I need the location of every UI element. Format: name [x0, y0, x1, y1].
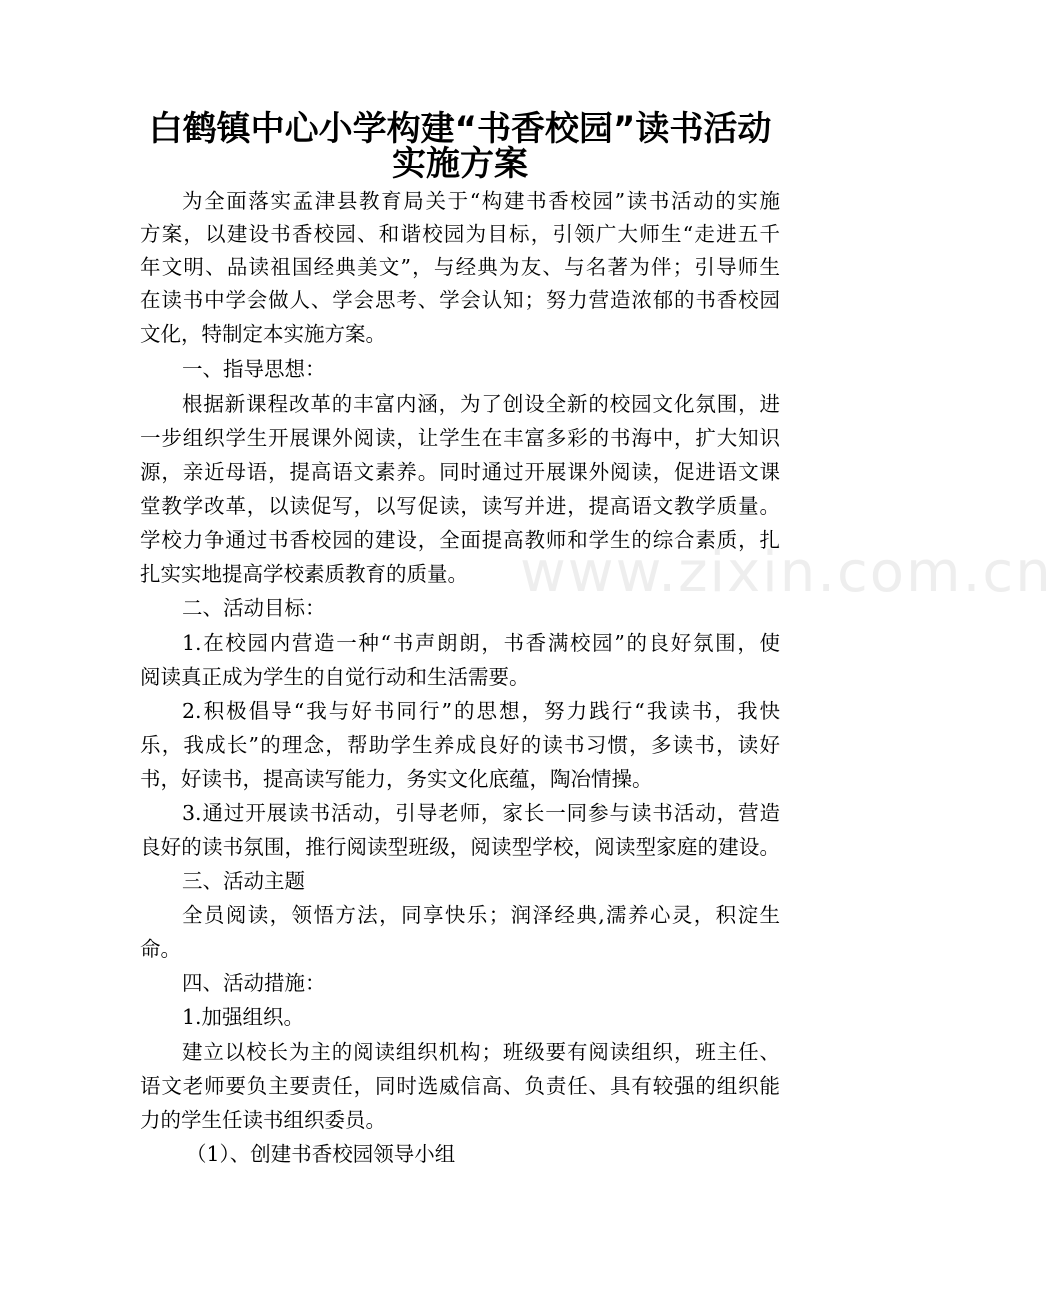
section-heading: 一、指导思想： [182, 357, 326, 381]
paragraph-intro-line: 年文明、品读祖国经典美文”，与经典为友、与名著为伴；引导师生 [140, 255, 780, 279]
paragraph-intro-line: 文化，特制定本实施方案。 [140, 322, 386, 346]
paragraph-line: 3.通过开展读书活动，引导老师，家长一同参与读书活动，营造 [182, 801, 780, 825]
document-title-line-1: 白鹤镇中心小学构建“书香校园”读书活动 [148, 109, 772, 149]
subsection-heading: （1）、创建书香校园领导小组 [186, 1142, 456, 1166]
paragraph-intro-line: 在读书中学会做人、学会思考、学会认知；努力营造浓郁的书香校园 [140, 288, 780, 312]
paragraph-line: 学校力争通过书香校园的建设，全面提高教师和学生的综合素质，扎 [140, 528, 780, 552]
section-heading: 四、活动措施： [182, 971, 326, 995]
document-title-line-2: 实施方案 [392, 144, 528, 184]
paragraph-line: 全员阅读，领悟方法，同享快乐；润泽经典,濡养心灵，积淀生 [182, 903, 780, 927]
watermark: www.zixin.com.cn [520, 540, 1053, 605]
paragraph-line: 语文老师要负主要责任，同时选威信高、负责任、具有较强的组织能 [140, 1074, 780, 1098]
paragraph-line: 源，亲近母语，提高语文素养。同时通过开展课外阅读，促进语文课 [140, 460, 780, 484]
paragraph-line: 1.在校园内营造一种“书声朗朗，书香满校园”的良好氛围，使 [182, 631, 780, 655]
subsection-heading: 1.加强组织。 [182, 1005, 305, 1029]
paragraph-line: 乐，我成长”的理念，帮助学生养成良好的读书习惯，多读书，读好 [140, 733, 780, 757]
paragraph-line: 根据新课程改革的丰富内涵，为了创设全新的校园文化氛围，进 [182, 392, 780, 416]
paragraph-line: 阅读真正成为学生的自觉行动和生活需要。 [140, 665, 530, 689]
paragraph-line: 一步组织学生开展课外阅读，让学生在丰富多彩的书海中，扩大知识 [140, 426, 780, 450]
section-heading: 三、活动主题 [182, 869, 305, 893]
paragraph-line: 命。 [140, 937, 181, 961]
paragraph-intro-line: 方案，以建设书香校园、和谐校园为目标，引领广大师生“走进五千 [140, 222, 780, 246]
paragraph-line: 堂教学改革，以读促写，以写促读，读写并进，提高语文教学质量。 [140, 494, 780, 518]
paragraph-line: 2.积极倡导“我与好书同行”的思想，努力践行“我读书，我快 [182, 699, 780, 723]
paragraph-line: 书，好读书，提高读写能力，务实文化底蕴，陶冶情操。 [140, 767, 653, 791]
paragraph-line: 力的学生任读书组织委员。 [140, 1108, 386, 1132]
paragraph-line: 扎实实地提高学校素质教育的质量。 [140, 562, 468, 586]
paragraph-line: 建立以校长为主的阅读组织机构；班级要有阅读组织，班主任、 [182, 1040, 780, 1064]
paragraph-intro-line: 为全面落实孟津县教育局关于“构建书香校园”读书活动的实施 [182, 189, 780, 213]
section-heading: 二、活动目标： [182, 596, 326, 620]
paragraph-line: 良好的读书氛围，推行阅读型班级，阅读型学校，阅读型家庭的建设。 [140, 835, 780, 859]
